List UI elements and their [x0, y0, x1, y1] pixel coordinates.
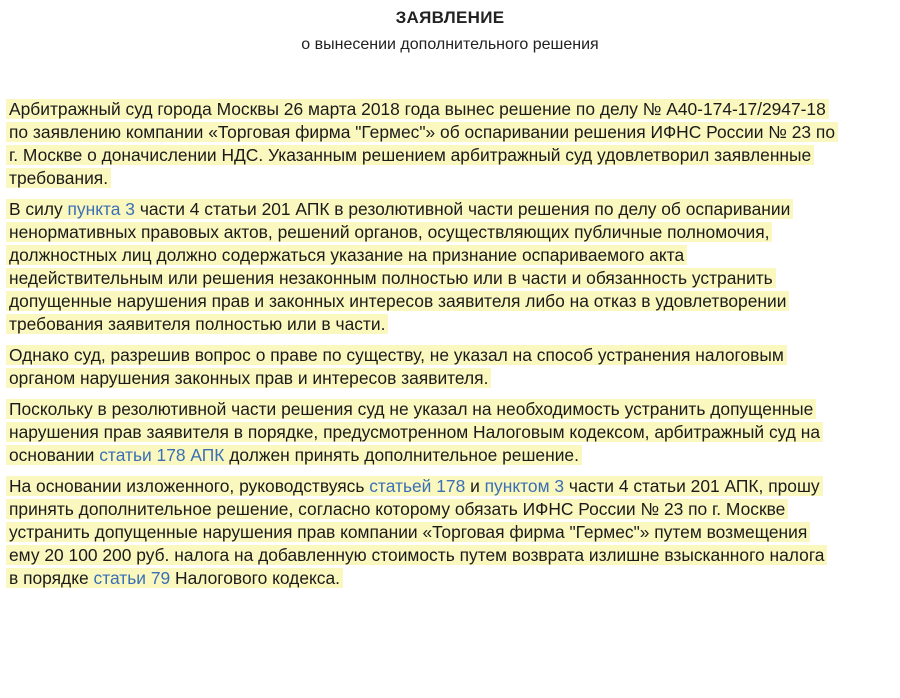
link-punkt-3[interactable]: пункта 3	[67, 199, 135, 219]
link-statya-79[interactable]: статьи 79	[93, 568, 171, 588]
document-body	[6, 98, 836, 598]
paragraph-4-text-after: должен принять дополнительное решение.	[224, 445, 579, 465]
document-subtitle: о вынесении дополнительного решения	[301, 36, 599, 53]
paragraph-2-text-before: В силу	[9, 199, 68, 219]
link-statya-178-apk[interactable]: статьи 178 АПК	[99, 445, 225, 465]
paragraph-3-text: Однако суд, разрешив вопрос о праве по существу, не указал на способ устранения налоговым органом нарушения законных прав и интересов заявителя.	[6, 345, 787, 388]
link-punkt-3-second[interactable]: пунктом 3	[484, 476, 565, 496]
paragraph-3	[6, 344, 836, 390]
paragraph-5-text-after: части 4 статьи 201 АПК, прошу принять дополнительное решение, согласно которому обязать ИФНС России № 23 по г. Москве устранить допущенные нарушения прав компании «Торговая фирма "Гермес"» путем возмещения ему 20 100 200 руб. налога на добавленную стоимость путем возврата излишне взысканного налога в порядке	[9, 476, 825, 588]
paragraph-2-text-after: части 4 статьи 201 АПК в резолютивной части решения по делу об оспаривании ненормативных правовых актов, решений органов, осуществляющих публичные полномочия, должностных лиц должно содержаться указание на признание оспариваемого акта недействительным или решения незаконным полностью или в части и обязанность устранить допущенные нарушения прав и законных интересов заявителя либо на отказ в удовлетворении требования заявителя полностью или в части.	[9, 199, 791, 334]
paragraph-1	[6, 98, 836, 190]
paragraph-2	[6, 198, 836, 336]
paragraph-4-text-before: Поскольку в резолютивной части решения суд не указал на необходимость устранить допущенные нарушения прав заявителя в порядке, предусмотренном Налоговым кодексом, арбитражный суд на основании	[9, 399, 821, 465]
paragraph-1-text: Арбитражный суд города Москвы 26 марта 2018 года вынес решение по делу № А40-174-17/2947-18 по заявлению компании «Торговая фирма "Гермес"» об оспаривании решения ИФНС России № 23 по г. Москве о доначислении НДС. Указанным решением арбитражный суд удовлетворил заявленные требования.	[6, 99, 838, 188]
paragraph-5-text-middle: и	[465, 476, 485, 496]
link-statya-178[interactable]: статьей 178	[369, 476, 466, 496]
paragraph-5-text-before: На основании изложенного, руководствуясь	[9, 476, 370, 496]
paragraph-5	[6, 475, 836, 590]
paragraph-4	[6, 398, 836, 467]
paragraph-5-highlight	[6, 476, 827, 588]
document-title: ЗАЯВЛЕНИЕ	[395, 8, 505, 27]
paragraph-2-highlight	[6, 199, 793, 334]
paragraph-4-highlight	[6, 399, 823, 465]
paragraph-5-text-end: Налогового кодекса.	[170, 568, 340, 588]
